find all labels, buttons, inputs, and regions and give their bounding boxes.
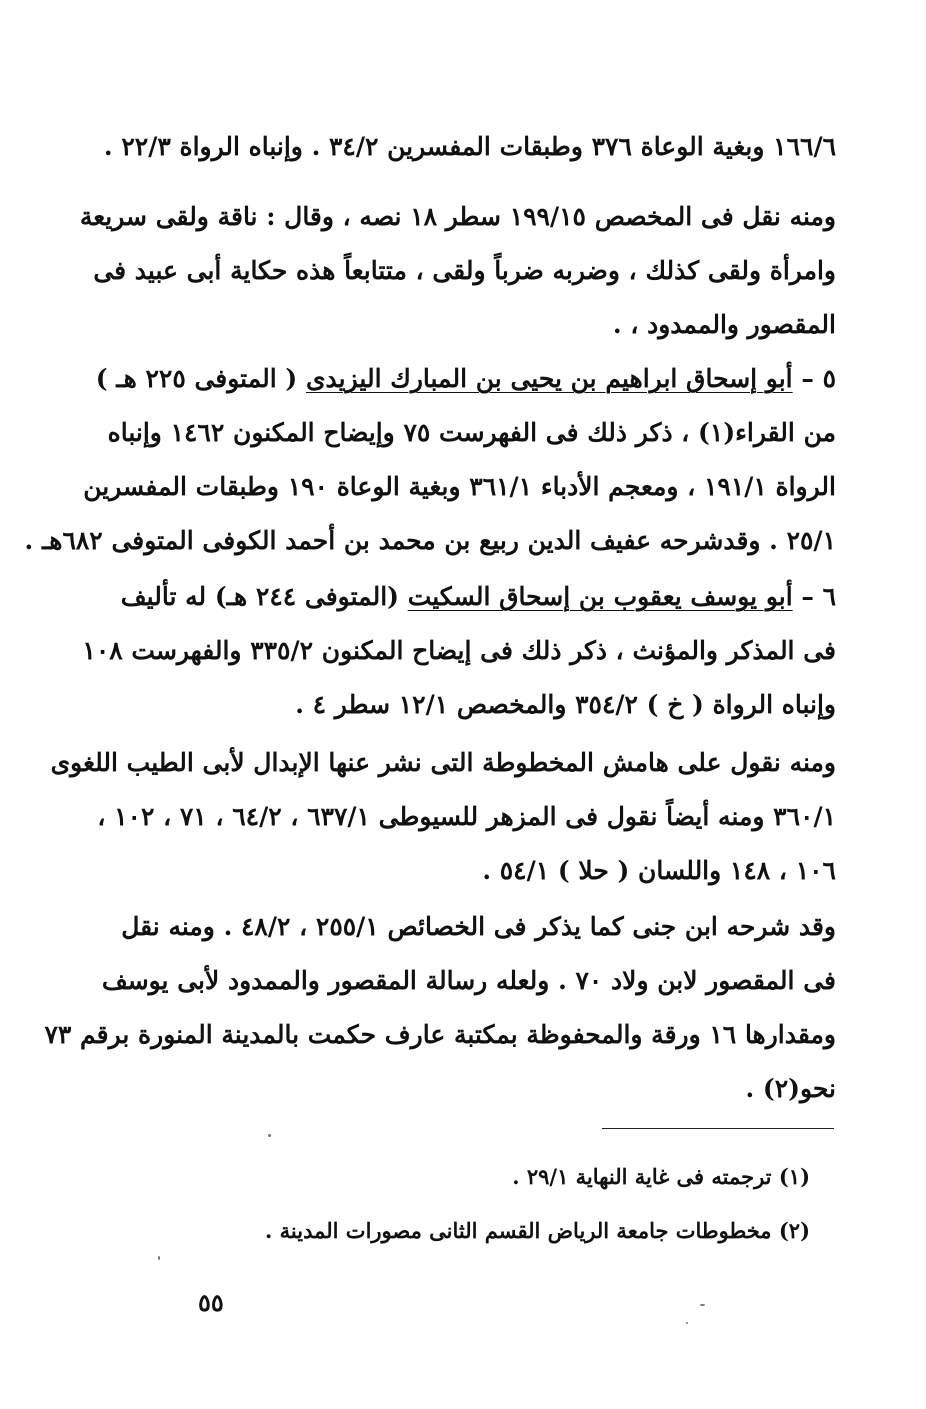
text-line: ومنه نقل فى المخصص ١٩٩/١٥ سطر ١٨ نصه ، وقال : ناقة ولقى سريعة [79,202,836,231]
text-line: من القراء(١) ، ذكر ذلك فى الفهرست ٧٥ وإيضاح المكنون ١٤٦٢ وإنباه [107,418,836,447]
text-line: ١٦٦/٦ وبغية الوعاة ٣٧٦ وطبقات المفسرين ٣٤/٢ . وإنباه الرواة ٢٢/٣ . [103,132,836,161]
entry-heading [95,352,836,406]
entry-heading-tail: ( المتوفى ٢٢٥ هـ ) [95,364,306,393]
entry-number: ٥ – [792,364,836,393]
text-line: وامرأة ولقى كذلك ، وضربه ضرباً ولقى ، متتابعاً هذه حكاية أبى عبيد فى [93,256,836,285]
scan-speck [700,1304,705,1306]
entry-heading [120,570,836,624]
paragraph-1 [79,190,836,352]
author-name: أبو يوسف يعقوب بن إسحاق السكيت [407,582,793,611]
text-line: وقد شرحه ابن جنى كما يذكر فى الخصائص ٢٥٥/١ ، ٤٨/٢ . ومنه نقل [121,912,836,941]
scan-speck [686,1322,688,1324]
footnote-2: (٢) مخطوطات جامعة الرياض القسم الثانى مصورات المدينة . [265,1218,810,1243]
text-line: المقصور والممدود ، . [612,310,836,339]
scan-speck [158,1256,160,1260]
text-line: فى المذكر والمؤنث ، ذكر ذلك فى إيضاح المكنون ٣٣٥/٢ والفهرست ١٠٨ [82,636,836,665]
text-line: نحو(٢) . [745,1074,836,1103]
footnotes [265,1150,810,1258]
text-line: ومقدارها ١٦ ورقة والمحفوظة بمكتبة عارف حكمت بالمدينة المنورة برقم ٧٣ [44,1020,836,1049]
entry-number: ٦ – [792,582,836,611]
paragraph-5 [44,900,836,1116]
text-line: ٣٦٠/١ ومنه أيضاً نقول فى المزهر للسيوطى ٦٣٧/١ ، ٦٤/٢ ، ٧١ ، ١٠٢ ، [97,802,836,831]
author-name: أبو إسحاق ابراهيم بن يحيى بن المبارك اليزيدى [305,364,793,393]
page-number: ٥٥ [198,1288,224,1317]
paragraph-4 [50,736,836,898]
text-line: الرواة ١٩١/١ ، ومعجم الأدباء ٣٦١/١ وبغية الوعاة ١٩٠ وطبقات المفسرين [83,472,836,501]
text-line: فى المقصور لابن ولاد ٧٠ . ولعله رسالة المقصور والممدود لأبى يوسف [101,966,836,995]
text-line: وإنباه الرواة ( خ ) ٣٥٤/٢ والمخصص ١٢/١ سطر ٤ . [295,690,836,719]
scan-speck [268,1134,271,1137]
text-line: ومنه نقول على هامش المخطوطة التى نشر عنها الإبدال لأبى الطيب اللغوى [50,748,836,777]
text-line: ٢٥/١ . وقدشرحه عفيف الدين ربيع بن محمد بن أحمد الكوفى المتوفى ٦٨٢هـ . [24,526,836,555]
footnote-1: (١) ترجمته فى غاية النهاية ٢٩/١ . [512,1164,810,1189]
intro-paragraph [103,120,836,174]
entry-heading-tail: (المتوفى ٢٤٤ هـ) له تأليف [120,582,408,611]
paragraph-entry-5 [24,352,836,568]
text-line: ١٠٦ ، ١٤٨ واللسان ( حلا ) ٥٤/١ . [482,856,836,885]
footnote-separator [602,1128,834,1129]
paragraph-entry-6 [82,570,836,732]
